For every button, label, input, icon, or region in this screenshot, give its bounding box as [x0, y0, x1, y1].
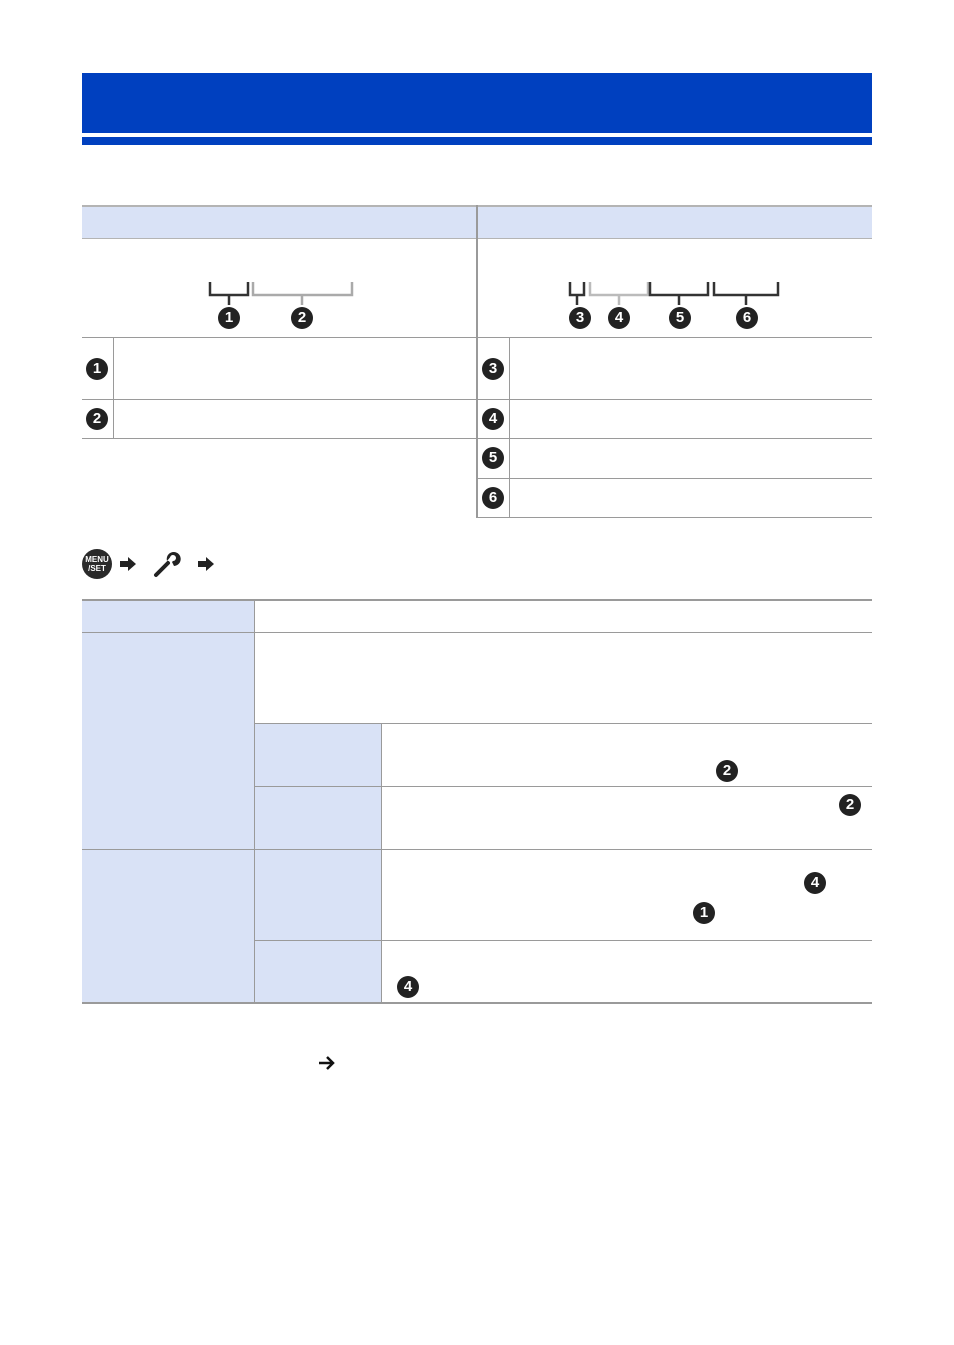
wrench-icon — [152, 549, 182, 579]
menu-icon-label-bottom: /SET — [88, 564, 106, 573]
row-marker-6: 6 — [482, 487, 504, 509]
ref-marker-2: 2 — [839, 794, 861, 816]
row-divider — [82, 438, 872, 439]
right-arrow-icon — [120, 557, 136, 571]
row-divider — [82, 632, 872, 633]
row-divider — [254, 786, 872, 787]
marker-6: 6 — [736, 307, 758, 329]
marker-3: 3 — [569, 307, 591, 329]
row-marker-4: 4 — [482, 408, 504, 430]
page-header-banner — [82, 73, 872, 133]
row-marker-2: 2 — [86, 408, 108, 430]
marker-2: 2 — [291, 307, 313, 329]
number-column-divider — [113, 337, 114, 438]
row-divider — [82, 849, 872, 850]
row-divider — [82, 399, 872, 400]
ref-marker-1: 1 — [693, 902, 715, 924]
sub-label-cell — [254, 850, 381, 1003]
marker-4: 4 — [608, 307, 630, 329]
settings-table — [82, 599, 872, 1004]
label-column — [82, 599, 254, 1004]
table-bottom-border — [82, 1002, 872, 1004]
number-column-divider — [509, 337, 510, 518]
menu-set-icon — [82, 549, 112, 579]
row-divider — [478, 517, 872, 518]
table-header-left — [82, 205, 476, 239]
ref-marker-4: 4 — [804, 872, 826, 894]
header-underline — [82, 137, 872, 145]
table-header-right — [478, 205, 872, 239]
column-divider — [254, 599, 255, 1004]
row-divider — [254, 940, 872, 941]
row-marker-3: 3 — [482, 358, 504, 380]
ref-marker-2: 2 — [716, 760, 738, 782]
ref-marker-4: 4 — [397, 976, 419, 998]
column-divider — [476, 205, 478, 518]
row-divider — [82, 337, 872, 338]
folder-structure-table — [82, 205, 872, 518]
row-divider — [254, 723, 872, 724]
table-top-border — [82, 599, 872, 601]
column-divider — [381, 723, 382, 1004]
row-marker-5: 5 — [482, 447, 504, 469]
row-divider — [478, 478, 872, 479]
right-arrow-icon — [198, 557, 214, 571]
menu-icon-label-top: MENU — [85, 555, 109, 564]
marker-1: 1 — [218, 307, 240, 329]
row-marker-1: 1 — [86, 358, 108, 380]
right-arrow-icon — [318, 1055, 336, 1071]
marker-5: 5 — [669, 307, 691, 329]
